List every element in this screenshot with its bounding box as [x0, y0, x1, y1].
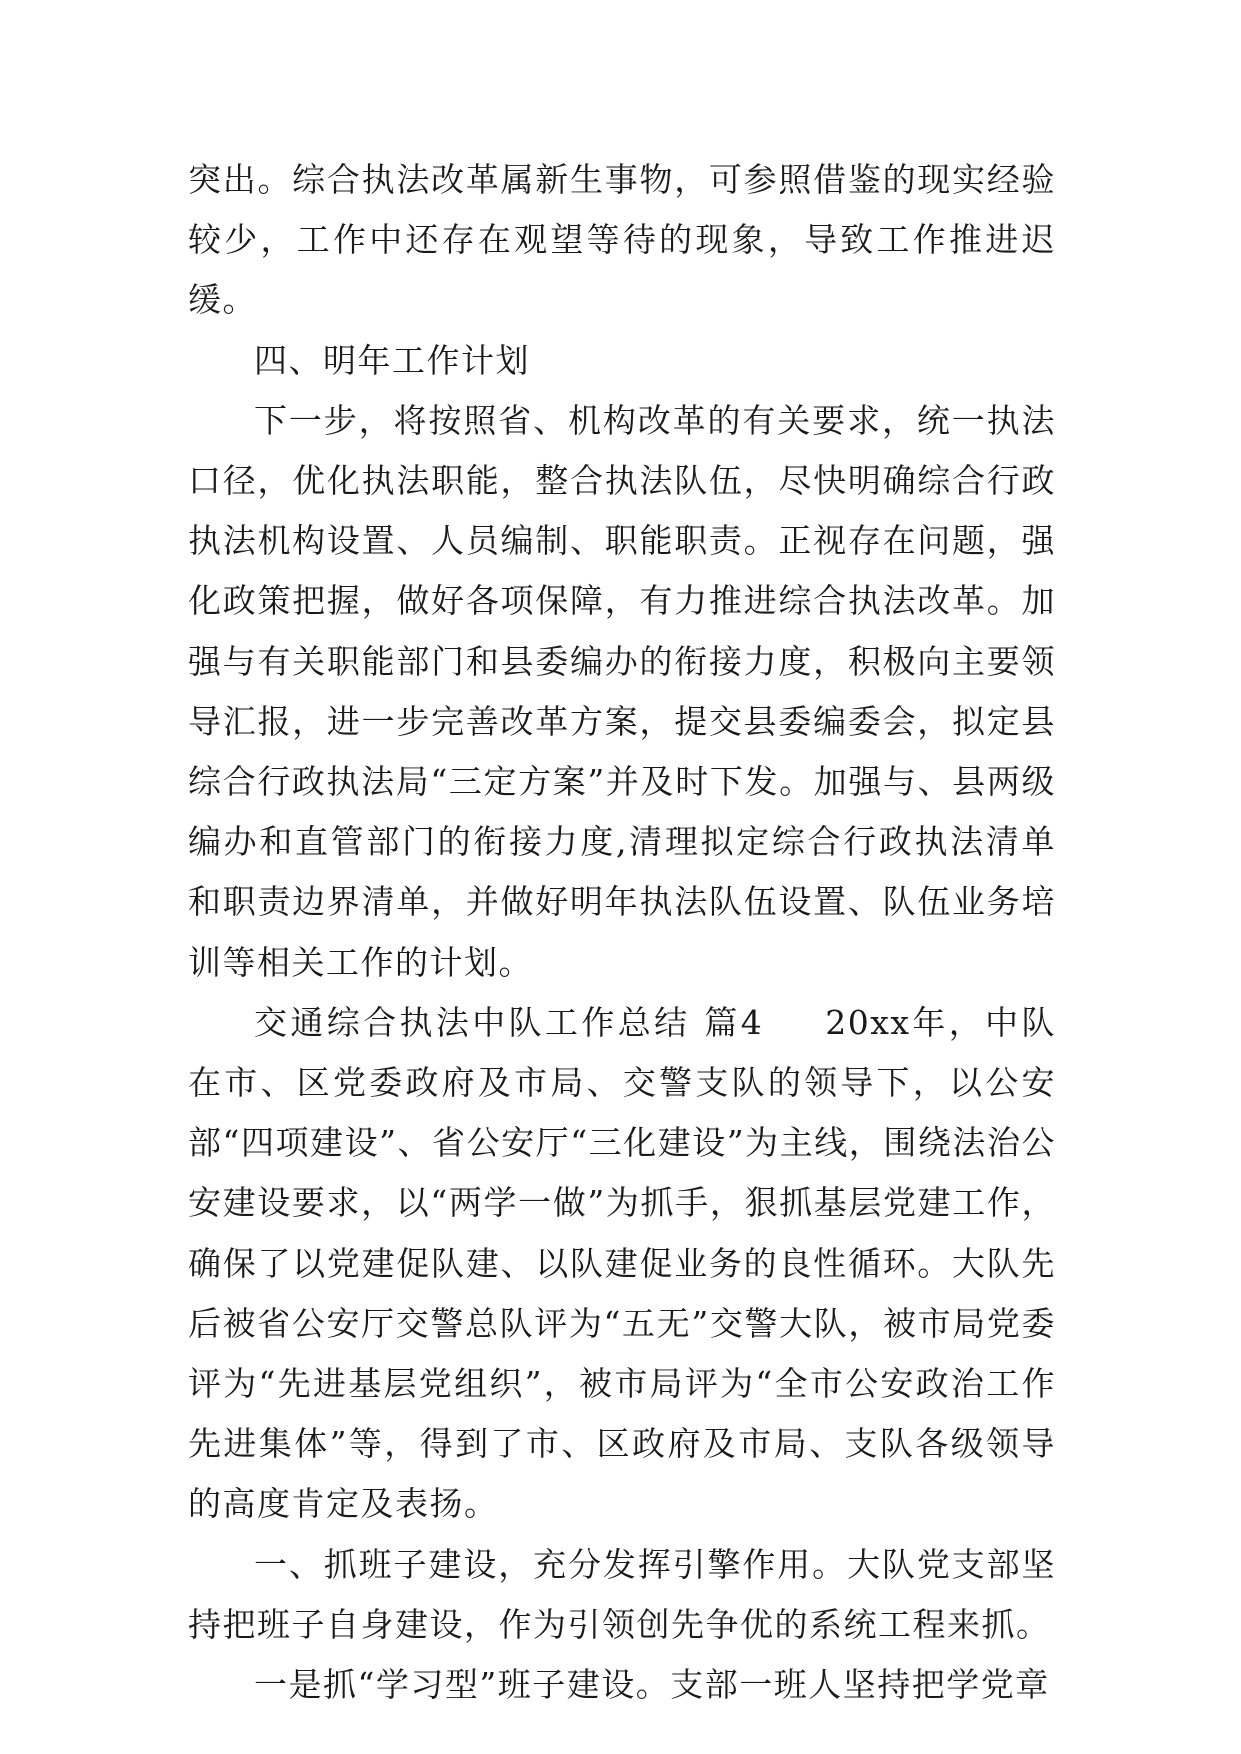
- document-body: [188, 150, 1056, 1715]
- paragraph-summary-4-start: 20xx年，中队在: [188, 1002, 1056, 1103]
- paragraph-continuation: 突出。综合执法改革属新生事物，可参照借鉴的现实经验较少，工作中还存在观望等待的现象，导致工作推进迟缓。: [188, 160, 1056, 320]
- paragraph-team-building: 一、抓班子建设，充分发挥引擎作用。大队党支部坚持把班子自身建设，作为引领创先争优的系统工程来抓。: [188, 1544, 1056, 1644]
- paragraph-summary-4: [188, 993, 1056, 1535]
- paragraph-plan: 下一步，将按照省、机构改革的有关要求，统一执法口径，优化执法职能，整合执法队伍，尽快明确综合行政执法机构设置、人员编制、职能职责。正视存在问题，强化政策把握，做好各项保障，有力推进综合执法改革。加强与有关职能部门和县委编办的衔接力度，积极向主要领导汇报，进一步完善改革方案，提交县委编委会，拟定县综合行政执法局“三定方案”并及时下发。加强与、县两级编办和直管部门的衔接力度,清理拟定综合行政执法清单和职责边界清单，并做好明年执法队伍设置、队伍业务培训等相关工作的计划。: [188, 400, 1056, 982]
- section-heading-plan: 四、明年工作计划: [254, 340, 530, 380]
- paragraph-learning: 一是抓“学习型”班子建设。支部一班人坚持把学党章: [254, 1665, 1050, 1705]
- article-heading: 交通综合执法中队工作总结 篇4: [254, 1002, 764, 1042]
- paragraph-summary-4-body: 市、区党委政府及市局、交警支队的领导下，以公安部“四项建设”、省公安厅“三化建设”为主线，围绕法治公安建设要求，以“两学一做”为抓手，狠抓基层党建工作，确保了以党建促队建、以队建促业务的良性循环。大队先后被省公安厅交警总队评为“五无”交警大队，被市局党委评为“先进基层党组织”，被市局评为“全市公安政治工作先进集体”等，得到了市、区政府及市局、支队各级领导的高度肯定及表扬。: [188, 1063, 1057, 1524]
